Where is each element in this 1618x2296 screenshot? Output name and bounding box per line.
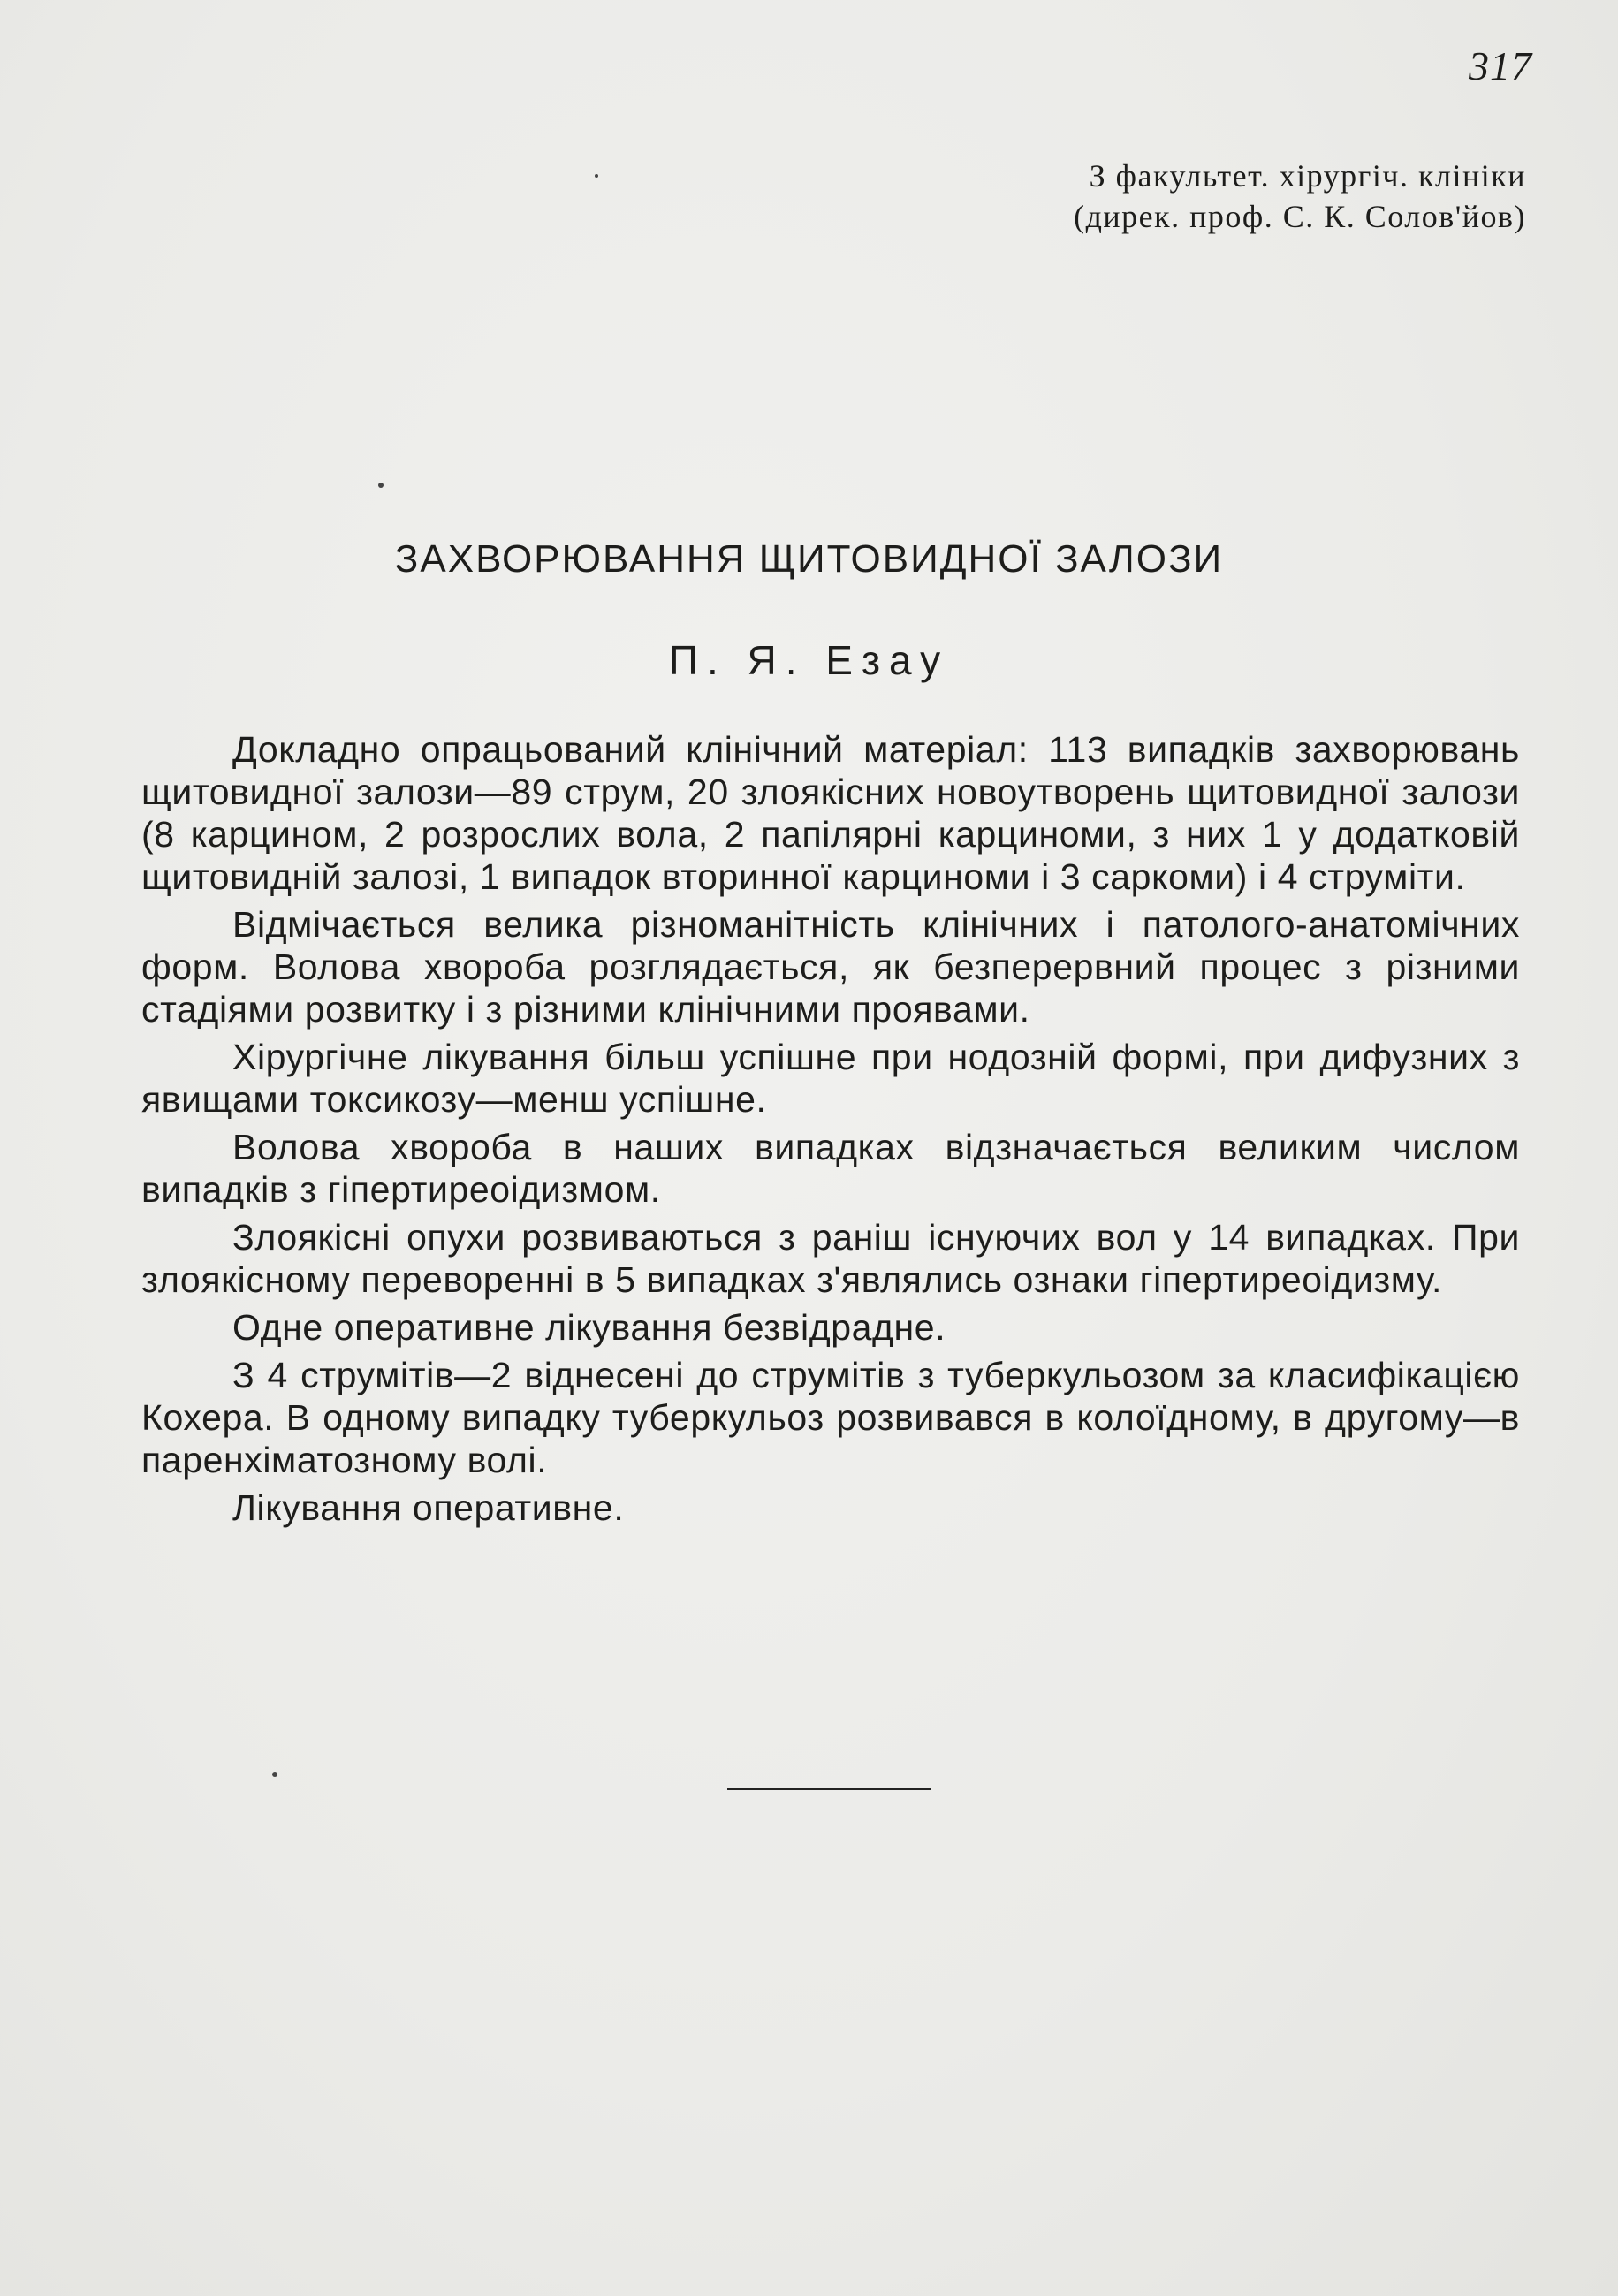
paragraph: Хірургічне лікування більш успішне при нодозній формі, при дифузних з явищами токсикозу—менш успішне.: [141, 1037, 1520, 1120]
article-title: ЗАХВОРЮВАННЯ ЩИТОВИДНОЇ ЗАЛОЗИ: [394, 537, 1224, 581]
paper-speck: [272, 1772, 277, 1777]
page-number: 317: [1469, 43, 1532, 88]
affiliation: [1074, 156, 1526, 237]
article-body: [141, 728, 1520, 1534]
paragraph: Злоякісні опухи розвиваються з раніш існуючих вол у 14 випадках. При злоякісному переворенні в 5 випадках з'являлись ознаки гіпертиреоідизму.: [141, 1217, 1520, 1300]
end-rule: [727, 1788, 931, 1790]
paragraph: З 4 струмітів—2 віднесені до струмітів з туберкульозом за класифікацією Кохера. В одному випадку туберкульоз розвивався в колоїдному, в другому—в паренхіматозному волі.: [141, 1355, 1520, 1480]
paper-speck: [378, 483, 384, 488]
affiliation-line-1: З факультет. хірургіч. клініки: [1089, 158, 1526, 194]
paragraph: Докладно опрацьований клінічний матеріал: 113 випадків захворювань щитовидної залози—89 струм, 20 злоякісних новоутворень щитовидної залози (8 карцином, 2 розрослих вола, 2 папілярні карциноми, з них 1 у додатковій щитовидній залозі, 1 випадок вторинної карциноми і 3 саркоми) і 4 струміти.: [141, 729, 1520, 897]
paragraph: Відмічається велика різноманітність клінічних і патолого-анатомічних форм. Волова хвороба розглядається, як безперервний процес з різними стадіями розвитку і з різними клінічними проявами.: [141, 904, 1520, 1030]
paper-speck: [595, 174, 598, 178]
article-author: П. Я. Езау: [668, 637, 950, 683]
paragraph: Волова хвороба в наших випадках відзначається великим числом випадків з гіпертиреоідизмом.: [141, 1127, 1520, 1210]
paragraph: Одне оперативне лікування безвідрадне.: [232, 1307, 946, 1348]
affiliation-line-2: (дирек. проф. С. К. Солов'йов): [1074, 199, 1526, 234]
paragraph: Лікування оперативне.: [232, 1487, 625, 1528]
